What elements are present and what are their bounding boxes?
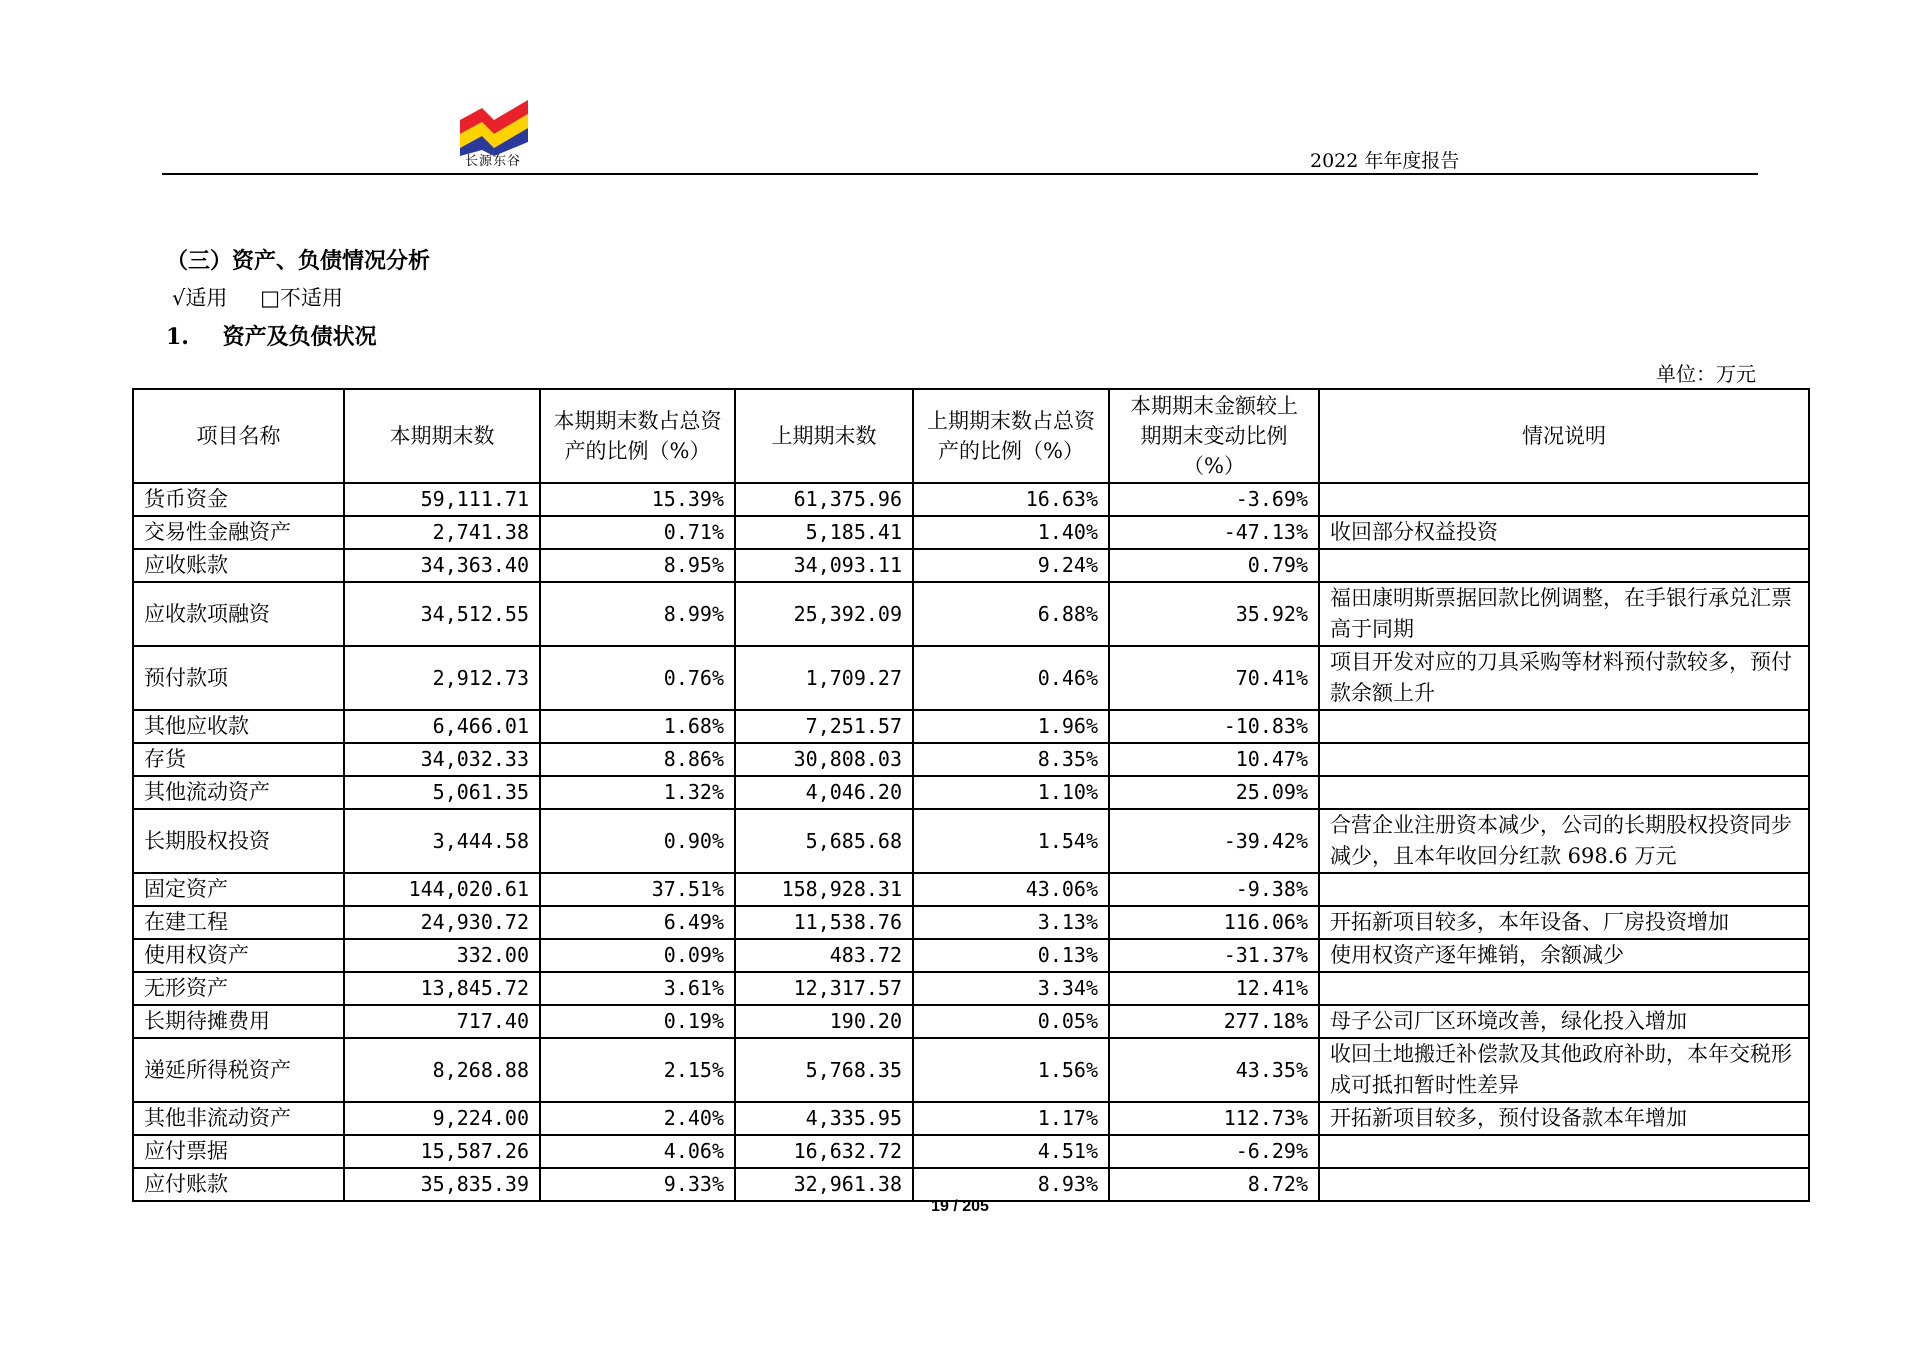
cell-change-ratio: -3.69% (1109, 483, 1319, 516)
cell-current-amount: 3,444.58 (344, 809, 540, 873)
cell-current-amount: 35,835.39 (344, 1168, 540, 1201)
cell-item-name: 其他流动资产 (133, 776, 344, 809)
table-row (133, 906, 1809, 939)
cell-notes (1319, 549, 1809, 582)
cell-change-ratio: 0.79% (1109, 549, 1319, 582)
cell-current-ratio: 8.95% (540, 549, 735, 582)
header-item-name: 项目名称 (133, 389, 344, 483)
cell-current-amount: 2,912.73 (344, 646, 540, 710)
cell-previous-ratio: 8.35% (913, 743, 1109, 776)
applicability-options (172, 282, 369, 312)
cell-current-amount: 717.40 (344, 1005, 540, 1038)
table-row (133, 549, 1809, 582)
cell-current-ratio: 37.51% (540, 873, 735, 906)
cell-change-ratio: -47.13% (1109, 516, 1319, 549)
not-applicable-option: □不适用 (260, 286, 343, 310)
cell-previous-ratio: 1.10% (913, 776, 1109, 809)
table-row (133, 483, 1809, 516)
cell-item-name: 无形资产 (133, 972, 344, 1005)
cell-previous-amount: 5,685.68 (735, 809, 913, 873)
cell-previous-amount: 12,317.57 (735, 972, 913, 1005)
table-row (133, 516, 1809, 549)
cell-previous-ratio: 4.51% (913, 1135, 1109, 1168)
cell-previous-ratio: 0.05% (913, 1005, 1109, 1038)
header-previous-ratio: 上期期末数占总资产的比例（%） (913, 389, 1109, 483)
cell-change-ratio: 116.06% (1109, 906, 1319, 939)
table-row (133, 1102, 1809, 1135)
cell-previous-amount: 25,392.09 (735, 582, 913, 646)
cell-current-amount: 6,466.01 (344, 710, 540, 743)
cell-item-name: 应收款项融资 (133, 582, 344, 646)
cell-item-name: 其他应收款 (133, 710, 344, 743)
cell-previous-amount: 1,709.27 (735, 646, 913, 710)
cell-change-ratio: -9.38% (1109, 873, 1319, 906)
cell-notes: 使用权资产逐年摊销，余额减少 (1319, 939, 1809, 972)
cell-current-amount: 144,020.61 (344, 873, 540, 906)
cell-notes: 开拓新项目较多，本年设备、厂房投资增加 (1319, 906, 1809, 939)
assets-liabilities-table (132, 388, 1810, 1202)
cell-current-amount: 332.00 (344, 939, 540, 972)
logo-wave-icon (458, 96, 530, 156)
table-row (133, 743, 1809, 776)
table-row (133, 809, 1809, 873)
cell-current-amount: 24,930.72 (344, 906, 540, 939)
cell-item-name: 使用权资产 (133, 939, 344, 972)
cell-change-ratio: 277.18% (1109, 1005, 1319, 1038)
cell-previous-ratio: 6.88% (913, 582, 1109, 646)
cell-change-ratio: -10.83% (1109, 710, 1319, 743)
unit-label: 单位：万元 (1656, 362, 1756, 386)
cell-previous-amount: 32,961.38 (735, 1168, 913, 1201)
cell-change-ratio: 12.41% (1109, 972, 1319, 1005)
cell-notes: 福田康明斯票据回款比例调整，在手银行承兑汇票高于同期 (1319, 582, 1809, 646)
cell-notes: 收回部分权益投资 (1319, 516, 1809, 549)
logo-text: 长源东谷 (464, 154, 521, 169)
cell-current-amount: 34,512.55 (344, 582, 540, 646)
cell-current-ratio: 0.71% (540, 516, 735, 549)
cell-previous-amount: 34,093.11 (735, 549, 913, 582)
cell-previous-ratio: 0.46% (913, 646, 1109, 710)
cell-current-ratio: 0.90% (540, 809, 735, 873)
cell-notes: 合营企业注册资本减少，公司的长期股权投资同步减少，且本年收回分红款 698.6 万元 (1319, 809, 1809, 873)
cell-notes: 母子公司厂区环境改善，绿化投入增加 (1319, 1005, 1809, 1038)
table-row (133, 1168, 1809, 1201)
cell-current-amount: 34,363.40 (344, 549, 540, 582)
cell-item-name: 应收账款 (133, 549, 344, 582)
cell-current-ratio: 8.99% (540, 582, 735, 646)
cell-notes (1319, 972, 1809, 1005)
cell-change-ratio: 70.41% (1109, 646, 1319, 710)
header-divider (162, 173, 1758, 175)
cell-item-name: 固定资产 (133, 873, 344, 906)
table-row (133, 1005, 1809, 1038)
header-notes: 情况说明 (1319, 389, 1809, 483)
table-row (133, 776, 1809, 809)
cell-current-ratio: 1.32% (540, 776, 735, 809)
cell-notes (1319, 743, 1809, 776)
table-row (133, 1135, 1809, 1168)
section-title: （三）资产、负债情况分析 (166, 248, 431, 274)
cell-previous-amount: 5,768.35 (735, 1038, 913, 1102)
header-previous-amount: 上期期末数 (735, 389, 913, 483)
cell-item-name: 递延所得税资产 (133, 1038, 344, 1102)
header-current-ratio: 本期期末数占总资产的比例（%） (540, 389, 735, 483)
cell-item-name: 长期股权投资 (133, 809, 344, 873)
cell-current-ratio: 0.76% (540, 646, 735, 710)
cell-previous-ratio: 16.63% (913, 483, 1109, 516)
cell-current-amount: 5,061.35 (344, 776, 540, 809)
cell-current-ratio: 6.49% (540, 906, 735, 939)
cell-change-ratio: -39.42% (1109, 809, 1319, 873)
cell-previous-ratio: 1.96% (913, 710, 1109, 743)
cell-notes: 收回土地搬迁补偿款及其他政府补助，本年交税形成可抵扣暂时性差异 (1319, 1038, 1809, 1102)
cell-change-ratio: 8.72% (1109, 1168, 1319, 1201)
cell-current-ratio: 0.19% (540, 1005, 735, 1038)
cell-current-amount: 8,268.88 (344, 1038, 540, 1102)
cell-item-name: 其他非流动资产 (133, 1102, 344, 1135)
cell-change-ratio: -31.37% (1109, 939, 1319, 972)
cell-previous-amount: 11,538.76 (735, 906, 913, 939)
cell-change-ratio: 25.09% (1109, 776, 1319, 809)
table-row (133, 1038, 1809, 1102)
cell-previous-amount: 5,185.41 (735, 516, 913, 549)
header-change-ratio: 本期期末金额较上期期末变动比例（%） (1109, 389, 1319, 483)
cell-previous-ratio: 3.34% (913, 972, 1109, 1005)
cell-current-ratio: 2.15% (540, 1038, 735, 1102)
cell-current-ratio: 0.09% (540, 939, 735, 972)
cell-item-name: 在建工程 (133, 906, 344, 939)
table-row (133, 972, 1809, 1005)
cell-notes (1319, 873, 1809, 906)
table-row (133, 710, 1809, 743)
cell-item-name: 长期待摊费用 (133, 1005, 344, 1038)
cell-item-name: 交易性金融资产 (133, 516, 344, 549)
cell-notes (1319, 1168, 1809, 1201)
cell-current-ratio: 8.86% (540, 743, 735, 776)
applicable-option: √适用 (172, 286, 228, 310)
cell-previous-amount: 190.20 (735, 1005, 913, 1038)
cell-previous-ratio: 9.24% (913, 549, 1109, 582)
cell-notes: 项目开发对应的刀具采购等材料预付款较多，预付款余额上升 (1319, 646, 1809, 710)
cell-change-ratio: 43.35% (1109, 1038, 1319, 1102)
sub-title-text: 资产及负债状况 (222, 324, 377, 350)
cell-current-amount: 34,032.33 (344, 743, 540, 776)
cell-previous-ratio: 1.54% (913, 809, 1109, 873)
cell-item-name: 预付款项 (133, 646, 344, 710)
cell-current-ratio: 2.40% (540, 1102, 735, 1135)
cell-notes (1319, 776, 1809, 809)
cell-previous-ratio: 1.40% (913, 516, 1109, 549)
cell-change-ratio: 10.47% (1109, 743, 1319, 776)
page-number: 19 / 205 (931, 1198, 989, 1215)
header-current-amount: 本期期末数 (344, 389, 540, 483)
cell-item-name: 应付账款 (133, 1168, 344, 1201)
cell-item-name: 存货 (133, 743, 344, 776)
cell-notes (1319, 483, 1809, 516)
cell-item-name: 货币资金 (133, 483, 344, 516)
cell-previous-amount: 158,928.31 (735, 873, 913, 906)
cell-current-amount: 9,224.00 (344, 1102, 540, 1135)
cell-previous-ratio: 1.56% (913, 1038, 1109, 1102)
cell-current-amount: 15,587.26 (344, 1135, 540, 1168)
cell-current-ratio: 9.33% (540, 1168, 735, 1201)
cell-previous-amount: 4,046.20 (735, 776, 913, 809)
table-row (133, 646, 1809, 710)
cell-previous-amount: 4,335.95 (735, 1102, 913, 1135)
cell-current-amount: 59,111.71 (344, 483, 540, 516)
cell-previous-ratio: 43.06% (913, 873, 1109, 906)
cell-current-ratio: 4.06% (540, 1135, 735, 1168)
sub-title-number: 1. (166, 324, 189, 350)
cell-previous-ratio: 0.13% (913, 939, 1109, 972)
cell-change-ratio: -6.29% (1109, 1135, 1319, 1168)
cell-previous-amount: 483.72 (735, 939, 913, 972)
table-body (133, 483, 1809, 1201)
cell-notes: 开拓新项目较多，预付设备款本年增加 (1319, 1102, 1809, 1135)
cell-previous-ratio: 1.17% (913, 1102, 1109, 1135)
cell-previous-amount: 30,808.03 (735, 743, 913, 776)
cell-previous-ratio: 8.93% (913, 1168, 1109, 1201)
report-title: 2022 年年度报告 (1310, 150, 1460, 172)
cell-current-ratio: 1.68% (540, 710, 735, 743)
cell-current-amount: 13,845.72 (344, 972, 540, 1005)
table-header-row (133, 389, 1809, 483)
cell-current-ratio: 15.39% (540, 483, 735, 516)
cell-item-name: 应付票据 (133, 1135, 344, 1168)
cell-previous-ratio: 3.13% (913, 906, 1109, 939)
cell-previous-amount: 16,632.72 (735, 1135, 913, 1168)
cell-previous-amount: 7,251.57 (735, 710, 913, 743)
table-row (133, 873, 1809, 906)
cell-notes (1319, 1135, 1809, 1168)
cell-current-amount: 2,741.38 (344, 516, 540, 549)
sub-title (166, 320, 377, 351)
cell-current-ratio: 3.61% (540, 972, 735, 1005)
cell-change-ratio: 35.92% (1109, 582, 1319, 646)
table-row (133, 939, 1809, 972)
table-row (133, 582, 1809, 646)
cell-previous-amount: 61,375.96 (735, 483, 913, 516)
cell-change-ratio: 112.73% (1109, 1102, 1319, 1135)
cell-notes (1319, 710, 1809, 743)
